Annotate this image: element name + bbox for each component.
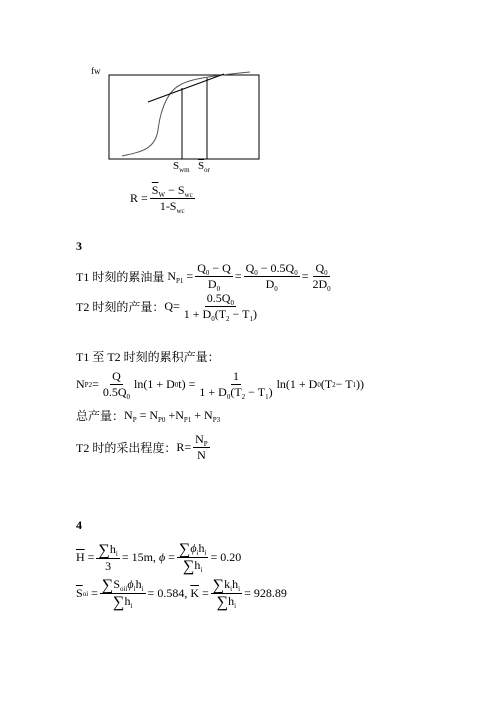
total-label: 总产量： — [76, 409, 125, 423]
t12-cumulative-label: T1 至 T2 时刻的累积产量： — [76, 350, 220, 364]
recovery-formula-1: R = $\frac{\overline{S}_W - S_{wc}}{1-S_{wc}}$ — [130, 183, 193, 215]
swm-label: $S_{wm}$ — [173, 160, 190, 174]
avg-saturation-permeability-row: $\overline{S}$ oi = $\frac{\sum S_{oii}\phi_ih_i}{\sum h_i}$ = 0.584, $\overline{K}$ = $\frac{\sum k_ih_i}{\sum h_i}$ = 928.89 — [76, 577, 287, 611]
sor-label: $\overline{S}_{or}$ — [198, 160, 210, 174]
fw-axis-label: fw — [91, 66, 101, 76]
t2-rate-row: T2 时刻的产量： Q= $\frac{0.5Q_0}{1 + D_0(T_2 - T_1)}$ — [76, 291, 257, 323]
fractional-flow-chart — [100, 70, 270, 174]
total-production-row: 总产量： $N_P = N_{P0} +N_{P1} + N_{P3}$ — [76, 408, 221, 424]
t12-cumulative-formula: N P2 = $\frac{Q}{0.5Q_0}$ ln(1 + D 0 t) = $\frac{1}{1 + D_0(T_2 - T_1)}$ ln(1 + D 0 (T 2 − T 1 )) — [76, 369, 365, 401]
avg-thickness-porosity-row: $\overline{H}$ = $\frac{\sum h_i}{3}$ = 15m, ϕ = $\frac{\sum\phi_ih_i}{\sum h_i}$ = 0.20 — [76, 541, 242, 575]
recovery-label: T2 时的采出程度： — [76, 441, 177, 455]
section-3-heading: 3 — [76, 239, 82, 253]
chart-frame — [109, 75, 259, 159]
tangent-line — [148, 74, 224, 102]
section-4-heading: 4 — [76, 518, 82, 532]
fw-curve — [122, 72, 250, 156]
t1-cumulative-row: T1 时刻的累油量 $N_{P1}$ = $\frac{Q_0 - Q}{D_0}$ = $\frac{Q_0 - 0.5Q_0}{D_0}$ = $\frac{Q_0}{2D_0}$ — [76, 261, 331, 293]
t1-cum-label: T1 时刻的累油量 — [76, 270, 165, 284]
recovery-degree-row: T2 时的采出程度： R= $\frac{N_P}{N}$ — [76, 432, 208, 462]
t2-rate-label: T2 时刻的产量： — [76, 300, 165, 314]
